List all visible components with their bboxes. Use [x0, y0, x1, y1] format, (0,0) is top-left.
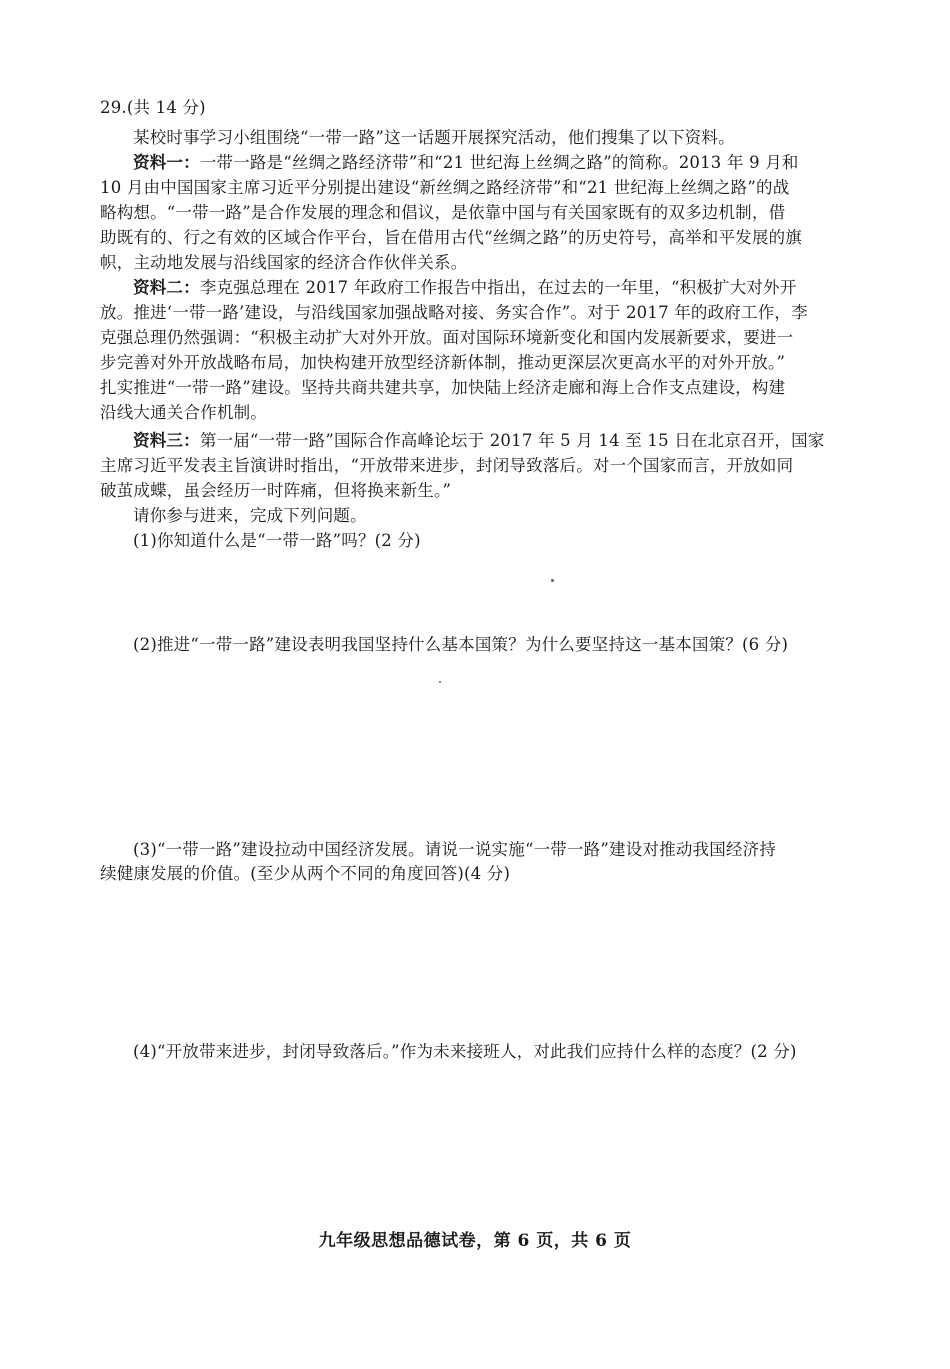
material2-line: 沿线大通关合作机制。: [100, 403, 267, 422]
material3-line: [133, 429, 880, 453]
material1-text: 一带一路是“丝绸之路经济带”和“21 世纪海上丝绸之路”的简称。2013 年 9 月和: [199, 153, 799, 172]
subquestion-2: (2)推进“一带一路”建设表明我国坚持什么基本国策？为什么要坚持这一基本国策？(6 分): [133, 635, 789, 654]
question-intro: 某校时事学习小组围绕“一带一路”这一话题开展探究活动，他们搜集了以下资料。: [133, 128, 735, 147]
material2-line: [133, 276, 880, 300]
question-number: 29.(共 14 分): [100, 98, 206, 117]
material1-label: 资料一：: [133, 153, 200, 172]
instruction-text: 请你参与进来，完成下列问题。: [133, 506, 367, 525]
subquestion-4: (4)“开放带来进步，封闭导致落后。”作为未来接班人，对此我们应持什么样的态度？(2 分): [133, 1042, 797, 1061]
material3-text: 第一届“一带一路”国际合作高峰论坛于 2017 年 5 月 14 至 15 日在北京召开，国家: [199, 431, 825, 450]
material3-line: 主席习近平发表主旨演讲时指出，“开放带来进步，封闭导致落后。对一个国家而言，开放如同: [100, 456, 794, 475]
subquestion-3: (3)“一带一路”建设拉动中国经济发展。请说一说实施“一带一路”建设对推动我国经济持: [133, 840, 777, 859]
scan-speck: [551, 579, 554, 582]
subquestion-3-cont: 续健康发展的价值。(至少从两个不同的角度回答)(4 分): [100, 864, 511, 883]
page-footer: 九年级思想品德试卷，第 6 页，共 6 页: [318, 1231, 632, 1251]
subquestion-1: (1)你知道什么是“一带一路”吗？(2 分): [133, 531, 421, 550]
material2-line: 扎实推进“一带一路”建设。坚持共商共建共享，加快陆上经济走廊和海上合作支点建设，构建: [100, 378, 786, 397]
material1-line: [133, 151, 880, 175]
material2-label: 资料二：: [133, 278, 200, 297]
material2-line: 放。推进‘一带一路’建设，与沿线国家加强战略对接、务实合作”。对于 2017 年的政府工作，李: [100, 303, 808, 322]
material1-line: 10 月由中国国家主席习近平分别提出建设“新丝绸之路经济带”和“21 世纪海上丝绸之路”的战: [100, 178, 790, 197]
material2-line: 克强总理仍然强调：“积极主动扩大对外开放。面对国际环境新变化和国内发展新要求，要进一: [100, 328, 794, 347]
material3-line: 破茧成蝶，虽会经历一时阵痛，但将换来新生。”: [100, 481, 452, 500]
scan-speck: [439, 681, 441, 683]
material3-label: 资料三：: [133, 431, 200, 450]
material2-line: 步完善对外开放战略布局，加快构建开放型经济新体制，推动更深层次更高水平的对外开放。”: [100, 353, 786, 372]
material1-line: 帜，主动地发展与沿线国家的经济合作伙伴关系。: [100, 253, 468, 272]
material1-line: 助既有的、行之有效的区域合作平台，旨在借用古代“丝绸之路”的历史符号，高举和平发展的旗: [100, 228, 802, 247]
material1-line: 略构想。“一带一路”是合作发展的理念和倡议，是依靠中国与有关国家既有的双多边机制，借: [100, 203, 786, 222]
material2-text: 李克强总理在 2017 年政府工作报告中指出，在过去的一年里，“积极扩大对外开: [199, 278, 797, 297]
